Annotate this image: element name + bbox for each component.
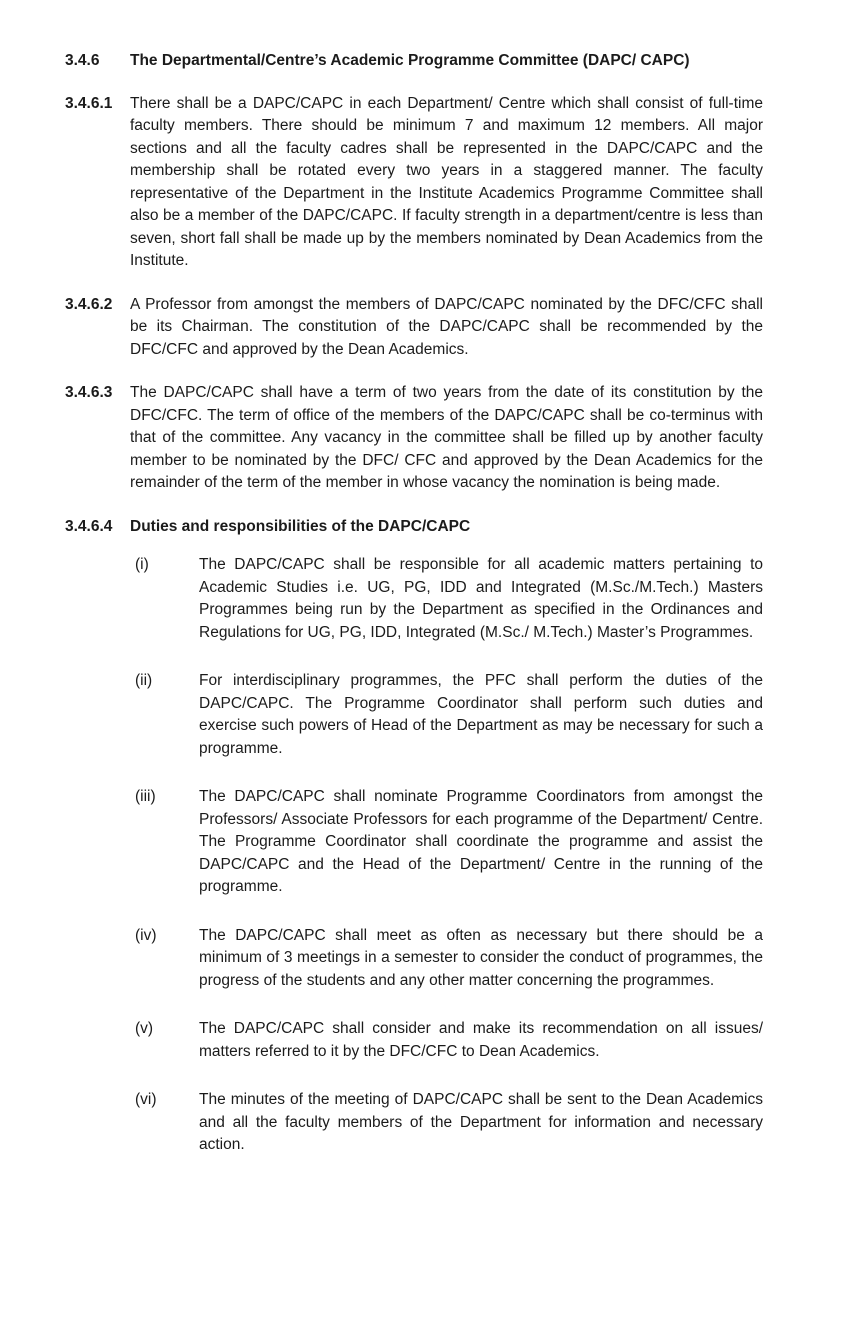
section-number: 3.4.6.4 [65, 517, 113, 535]
list-item-text: The minutes of the meeting of DAPC/CAPC shall be sent to the Dean Academics and all the faculty members of the Department for information and necessary action. [199, 1091, 763, 1153]
paragraph-3-4-6-1 [65, 93, 763, 273]
list-item-marker: (i) [135, 556, 149, 573]
section-number: 3.4.6.2 [65, 295, 113, 313]
list-item-text: The DAPC/CAPC shall meet as often as necessary but there should be a minimum of 3 meetings in a semester to consider the conduct of programmes, the progress of the students and any other matter concerning the programmes. [199, 926, 763, 989]
section-number: 3.4.6.3 [65, 384, 113, 401]
list-item-iii [135, 786, 763, 899]
paragraph-3-4-6-3 [65, 382, 763, 495]
list-item-vi [135, 1089, 763, 1157]
list-item-text: The DAPC/CAPC shall consider and make its recommendation on all issues/ matters referred to it by the DFC/CFC to Dean Academics. [199, 1020, 763, 1060]
list-item-marker: (v) [135, 1020, 154, 1037]
list-item-marker: (iii) [135, 788, 156, 805]
list-item-text: For interdisciplinary programmes, the PFC shall perform the duties of the DAPC/CAPC. The Programme Coordinator shall perform such duties and exercise such powers of Head of the Department as may be necessary for such a programme. [199, 672, 763, 757]
list-item-i [135, 554, 763, 644]
section-heading-text: Duties and responsibilities of the DAPC/CAPC [130, 517, 471, 535]
paragraph-text: The DAPC/CAPC shall have a term of two years from the date of its constitution by the DFC/CFC. The term of office of the members of the DAPC/CAPC shall be co-terminus with that of the committee. Any vacancy in the committee shall be filled up by another faculty member to be nominated by the DFC/ CFC and approved by the Dean Academics for the remainder of the term of the member in whose vacancy the nomination is being made. [130, 384, 763, 491]
list-item-text: The DAPC/CAPC shall be responsible for all academic matters pertaining to Academic Studies i.e. UG, PG, IDD and Integrated (M.Sc./M.Tech.) Masters Programmes being run by the Department as specified in the Ordinances and Regulations for UG, PG, IDD, Integrated (M.Sc./ M.Tech.) Master’s Programmes. [199, 556, 763, 641]
list-item-v [135, 1018, 763, 1063]
section-number: 3.4.6.1 [65, 94, 113, 112]
section-heading-3-4-6 [65, 50, 763, 73]
paragraph-3-4-6-2 [65, 294, 763, 362]
list-item-text: The DAPC/CAPC shall nominate Programme Coordinators from amongst the Professors/ Associate Professors for each programme of the Department/ Centre. The Programme Coordinator shall coordinate the programme and assist the DAPC/CAPC and the Head of the Department/ Centre in the running of the programme. [199, 788, 763, 895]
section-heading-text: The Departmental/Centre’s Academic Programme Committee (DAPC/ CAPC) [130, 52, 690, 69]
paragraph-text: There shall be a DAPC/CAPC in each Department/ Centre which shall consist of full-time faculty members. There should be minimum 7 and maximum 12 members. All major sections and all the faculty cadres shall be represented in the DAPC/CAPC and the membership shall be rotated every two years in a staggered manner. The faculty representative of the Department in the Institute Academics Programme Committee shall also be a member of the DAPC/CAPC. If faculty strength in a department/centre is less than seven, short fall shall be made up by the members nominated by Dean Academics from the Institute. [130, 94, 763, 269]
list-item-marker: (iv) [135, 926, 157, 944]
list-item-marker: (vi) [135, 1091, 157, 1108]
paragraph-text: A Professor from amongst the members of DAPC/CAPC nominated by the DFC/CFC shall be its Chairman. The constitution of the DAPC/CAPC shall be recommended by the DFC/CFC and approved by the Dean Academics. [130, 295, 763, 358]
section-heading-3-4-6-4 [65, 516, 763, 539]
duties-list [135, 554, 763, 1157]
section-number: 3.4.6 [65, 52, 100, 69]
list-item-iv [135, 925, 763, 993]
list-item-ii [135, 670, 763, 760]
list-item-marker: (ii) [135, 672, 153, 689]
